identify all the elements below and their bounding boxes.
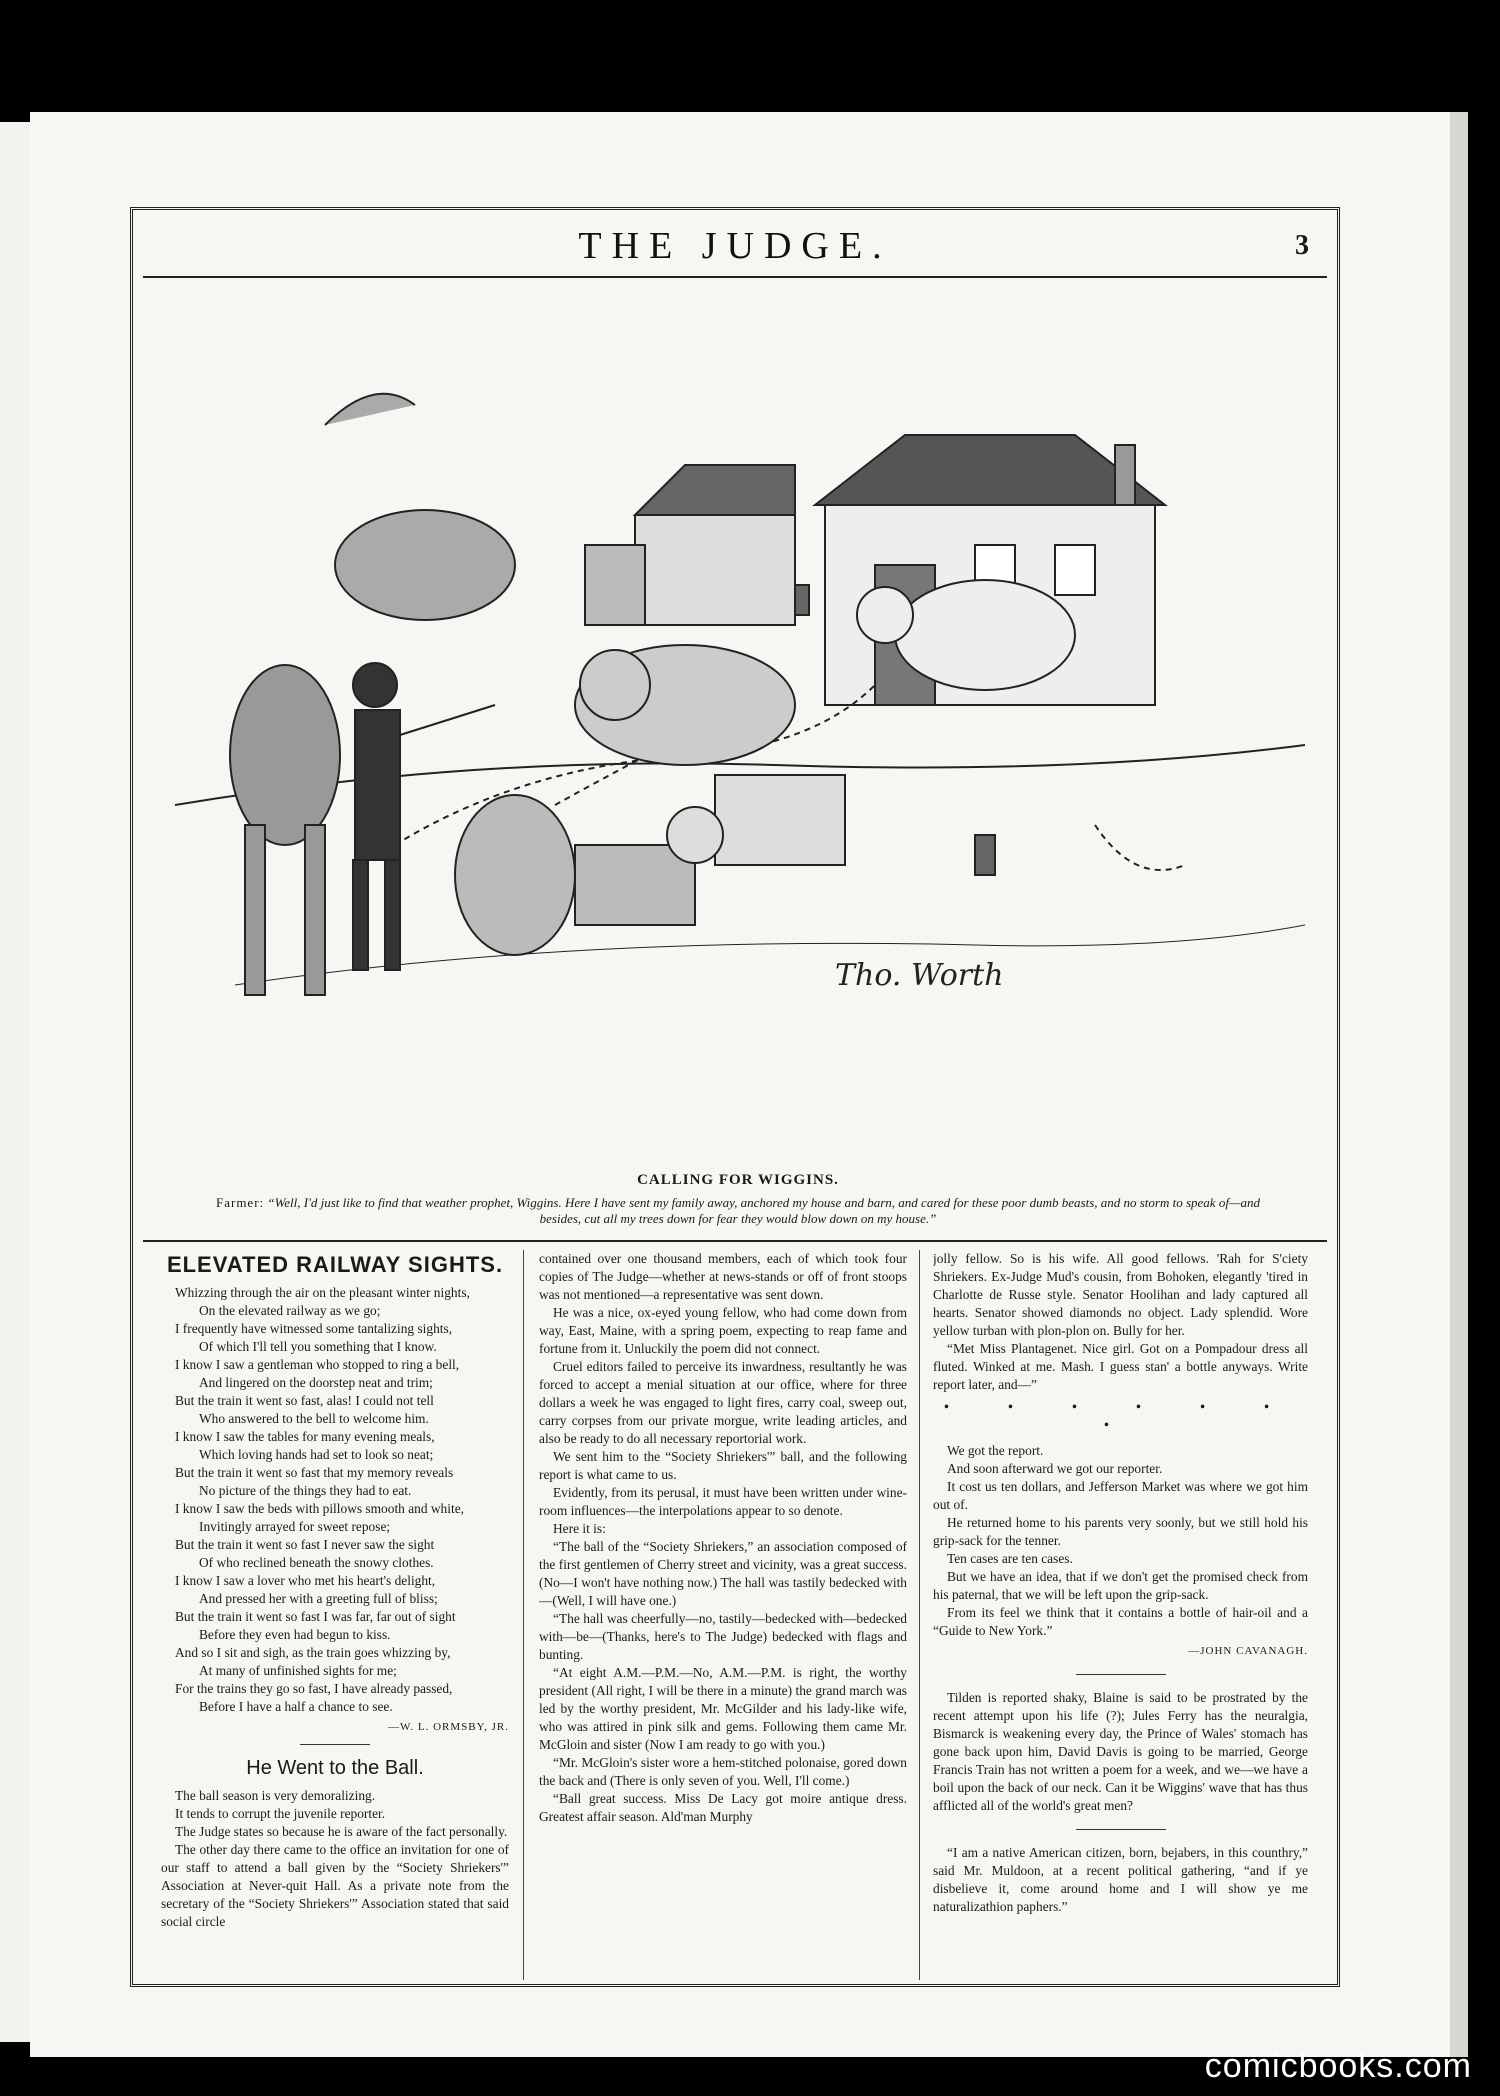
poem-line: I know I saw the tables for many evening meals, xyxy=(175,1429,435,1444)
article-paragraph: He was a nice, ox-eyed young fellow, who had come down from way, East, Maine, with a spring poem, expecting to reap fame and fortune from it. Unluckily the poem did not connect. xyxy=(539,1305,907,1356)
article-title: He Went to the Ball. xyxy=(246,1757,424,1779)
news-item-tilden: Tilden is reported shaky, Blaine is said to be prostrated by the recent attempt upon his life (?); Jules Ferry has the neuralgia, Bismarck is weakening every day, the Prince of Wales' stomach has gone back upon him, David Davis is going to be married, George Francis Train has not written a poem for a week, and we—we have a boil upon the back of our neck. Can it be Wiggins' wave that has thus afflicted all of the world's great men? xyxy=(933,1690,1308,1813)
article-paragraph: The ball season is very demoralizing. xyxy=(175,1788,376,1803)
article-attribution: —JOHN CAVANAGH. xyxy=(1188,1645,1308,1657)
article-paragraph: “At eight A.M.—P.M.—No, A.M.—P.M. is right, the worthy president (All right, I will be there in a minute) the grand march was led by the worthy president, Mr. McGilder and his lady-like wife, who was attired in pink silk and gems. Following them came Mr. McGloin and sister (Now I am ready to go with you.) xyxy=(539,1665,907,1752)
masthead-title: THE JUDGE. xyxy=(578,225,892,267)
body-rule xyxy=(143,1240,1327,1242)
poem-line: I frequently have witnessed some tantalizing sights, xyxy=(175,1321,453,1336)
watermark: comicbooks.com xyxy=(1204,2047,1472,2085)
column-divider xyxy=(523,1250,524,1980)
article-paragraph: He returned home to his parents very soonly, but we still hold his grip-sack for the tenner. xyxy=(933,1515,1308,1548)
poem-stanza xyxy=(161,1500,509,1572)
poem-line: Invitingly arrayed for sweet repose; xyxy=(199,1519,391,1534)
section-rule xyxy=(1076,1829,1166,1830)
caption-text xyxy=(173,1195,1303,1227)
poem-attribution: —W. L. ORMSBY, JR. xyxy=(387,1721,509,1733)
poem-line: And so I sit and sigh, as the train goes whizzing by, xyxy=(175,1645,451,1660)
poem-line: I know I saw the beds with pillows smooth and white, xyxy=(175,1501,464,1516)
poem-line: Of who reclined beneath the snowy clothes. xyxy=(199,1555,434,1570)
poem-stanza xyxy=(161,1356,509,1428)
poem-line: Which loving hands had set to look so neat; xyxy=(199,1447,434,1462)
poem-line: But the train it went so fast I never saw the sight xyxy=(175,1537,435,1552)
horse-drawing xyxy=(230,665,340,995)
poem-line: But the train it went so fast that my memory reveals xyxy=(175,1465,454,1480)
pig-drawing xyxy=(575,645,795,765)
cow-drawing xyxy=(325,394,515,620)
article-paragraph: “Met Miss Plantagenet. Nice girl. Got on a Pompadour dress all fluted. Winked at me. Mash. I guess stan' a bottle anyways. Write report later, and—” xyxy=(933,1341,1308,1392)
article-paragraph: Evidently, from its perusal, it must have been written under wine-room influences—the interpolations appear to so denote. xyxy=(539,1485,907,1518)
poem-line: At many of unfinished sights for me; xyxy=(199,1663,397,1678)
poem-line: And pressed her with a greeting full of bliss; xyxy=(199,1591,438,1606)
newspaper-page xyxy=(30,112,1450,2057)
article-paragraph: Here it is: xyxy=(553,1521,606,1536)
poem-line: I know I saw a gentleman who stopped to ring a bell, xyxy=(175,1357,460,1372)
caption-title: CALLING FOR WIGGINS. xyxy=(637,1172,839,1188)
poem xyxy=(161,1284,509,1716)
illustration-caption xyxy=(173,1172,1303,1227)
caption-speaker: Farmer: xyxy=(215,1195,265,1210)
article-paragraph: “The ball of the “Society Shriekers,” an association composed of the first gentlemen of Cherry street and vicinity, was a great success. (No—I won't have nothing now.) The hall was tastily bedecked with—(Well, I will have one.) xyxy=(539,1539,907,1608)
poem-line: Whizzing through the air on the pleasant winter nights, xyxy=(175,1285,470,1300)
article-paragraph: “Ball great success. Miss De Lacy got moire antique dress. Greatest affair season. Ald'man Murphy xyxy=(539,1791,907,1824)
poem-line: Before they even had begun to kiss. xyxy=(199,1627,391,1642)
article-paragraph: It cost us ten dollars, and Jefferson Market was where we got him out of. xyxy=(933,1479,1308,1512)
article-paragraph: It tends to corrupt the juvenile reporter. xyxy=(175,1806,386,1821)
column-2 xyxy=(539,1250,907,1980)
poem-line: No picture of the things they had to eat. xyxy=(199,1483,412,1498)
column-divider xyxy=(919,1250,920,1980)
sheep-drawing xyxy=(667,775,845,865)
article-paragraph: The other day there came to the office an invitation for one of our staff to attend a ball given by the “Society Shriekers'” Association at Never-quit Hall. As a private note from the secretary of the “Society Shriekers'” Association stated that said social circle xyxy=(161,1842,509,1929)
poem-line: Who answered to the bell to welcome him. xyxy=(199,1411,429,1426)
poem-line: And lingered on the doorstep neat and trim; xyxy=(199,1375,433,1390)
previous-page-edge xyxy=(0,122,32,2042)
dog-drawing xyxy=(455,795,695,955)
article-paragraph: “The hall was cheerfully—no, tastily—bedecked with—bedecked with—be—(Thanks, here's to The Judge) bedecked with flags and bunting. xyxy=(539,1611,907,1662)
page-frame xyxy=(130,207,1340,1987)
poem-line: But the train it went so fast I was far, far out of sight xyxy=(175,1609,456,1624)
article-paragraph: jolly fellow. So is his wife. All good fellows. 'Rah for S'ciety Shriekers. Ex-Judge Mud's cousin, from Bohoken, elegantly 'tired in Charlotte de Russe style. Senator Hoolihan and lady captured all hearts. Senator showed diamonds no object. Lady splendid. Wore yellow turban with plon-plon on. Bully for her. xyxy=(933,1251,1308,1338)
article-paragraph: From its feel we think that it contains a bottle of hair-oil and a “Guide to New York.” xyxy=(933,1605,1308,1638)
section-rule xyxy=(1076,1674,1166,1675)
poem-line: I know I saw a lover who met his heart's delight, xyxy=(175,1573,436,1588)
poem-line: On the elevated railway as we go; xyxy=(199,1303,381,1318)
article-paragraph: We got the report. xyxy=(947,1443,1044,1458)
news-item-muldoon: “I am a native American citizen, born, bejabers, in this counthry,” said Mr. Muldoon, at a recent political gathering, “and if ye disbelieve it, come around home and I will show ye me naturalizathion paphers.” xyxy=(933,1845,1308,1914)
section-rule xyxy=(300,1744,370,1745)
poem-line: Before I have a half a chance to see. xyxy=(199,1699,393,1714)
poem-stanza xyxy=(161,1644,509,1716)
ellipsis-dots: • • • • • • • xyxy=(944,1399,1297,1432)
article-paragraph: Cruel editors failed to perceive its inwardness, resultantly he was forced to accept a menial situation at our office, where for three dollars a week he was engaged to light fires, carry coal, sweep out, carry corpses from our private morgue, write leading articles, and also be ready to do all necessary reportorial work. xyxy=(539,1359,907,1446)
article-paragraph: We sent him to the “Society Shriekers'” ball, and the following report is what came to us. xyxy=(539,1449,907,1482)
artist-signature: Tho. Worth xyxy=(835,958,1004,993)
poem-line: For the trains they go so fast, I have already passed, xyxy=(175,1681,453,1696)
poem-stanza xyxy=(161,1284,509,1356)
article-paragraph: The Judge states so because he is aware of the fact personally. xyxy=(175,1824,508,1839)
page-edge xyxy=(1450,112,1468,2057)
article-paragraph: “Mr. McGloin's sister wore a hem-stitched polonaise, gored down the back and (There is only seven of you. Well, I'll come.) xyxy=(539,1755,907,1788)
caption-quote: “Well, I'd just like to find that weather prophet, Wiggins. Here I have sent my family away, anchored my house and barn, and cared for these poor dumb beasts, and no storm to speak of—and besides, cut all my trees down for fear they would blow down on my house.” xyxy=(267,1195,1260,1226)
page-number: 3 xyxy=(1295,230,1309,261)
poem-stanza xyxy=(161,1572,509,1644)
poem-line: Of which I'll tell you something that I know. xyxy=(199,1339,437,1354)
article-paragraph: Ten cases are ten cases. xyxy=(947,1551,1073,1566)
masthead-rule xyxy=(143,276,1327,278)
article-paragraph: But we have an idea, that if we don't get the promised check from his paternal, that we will be left upon the grip-sack. xyxy=(933,1569,1308,1602)
poem-line: But the train it went so fast, alas! I could not tell xyxy=(175,1393,434,1408)
article-paragraph: And soon afterward we got our reporter. xyxy=(947,1461,1163,1476)
article-paragraph: contained over one thousand members, each of which took four copies of The Judge—whether at news-stands or off of front stoops was not mentioned—a representative was sent down. xyxy=(539,1251,907,1302)
barn-drawing xyxy=(585,465,795,625)
poem-title: ELEVATED RAILWAY SIGHTS. xyxy=(166,1252,504,1277)
cartoon-illustration xyxy=(175,285,1305,1155)
column-1 xyxy=(161,1250,509,1980)
column-3 xyxy=(933,1250,1308,1980)
poem-stanza xyxy=(161,1428,509,1500)
